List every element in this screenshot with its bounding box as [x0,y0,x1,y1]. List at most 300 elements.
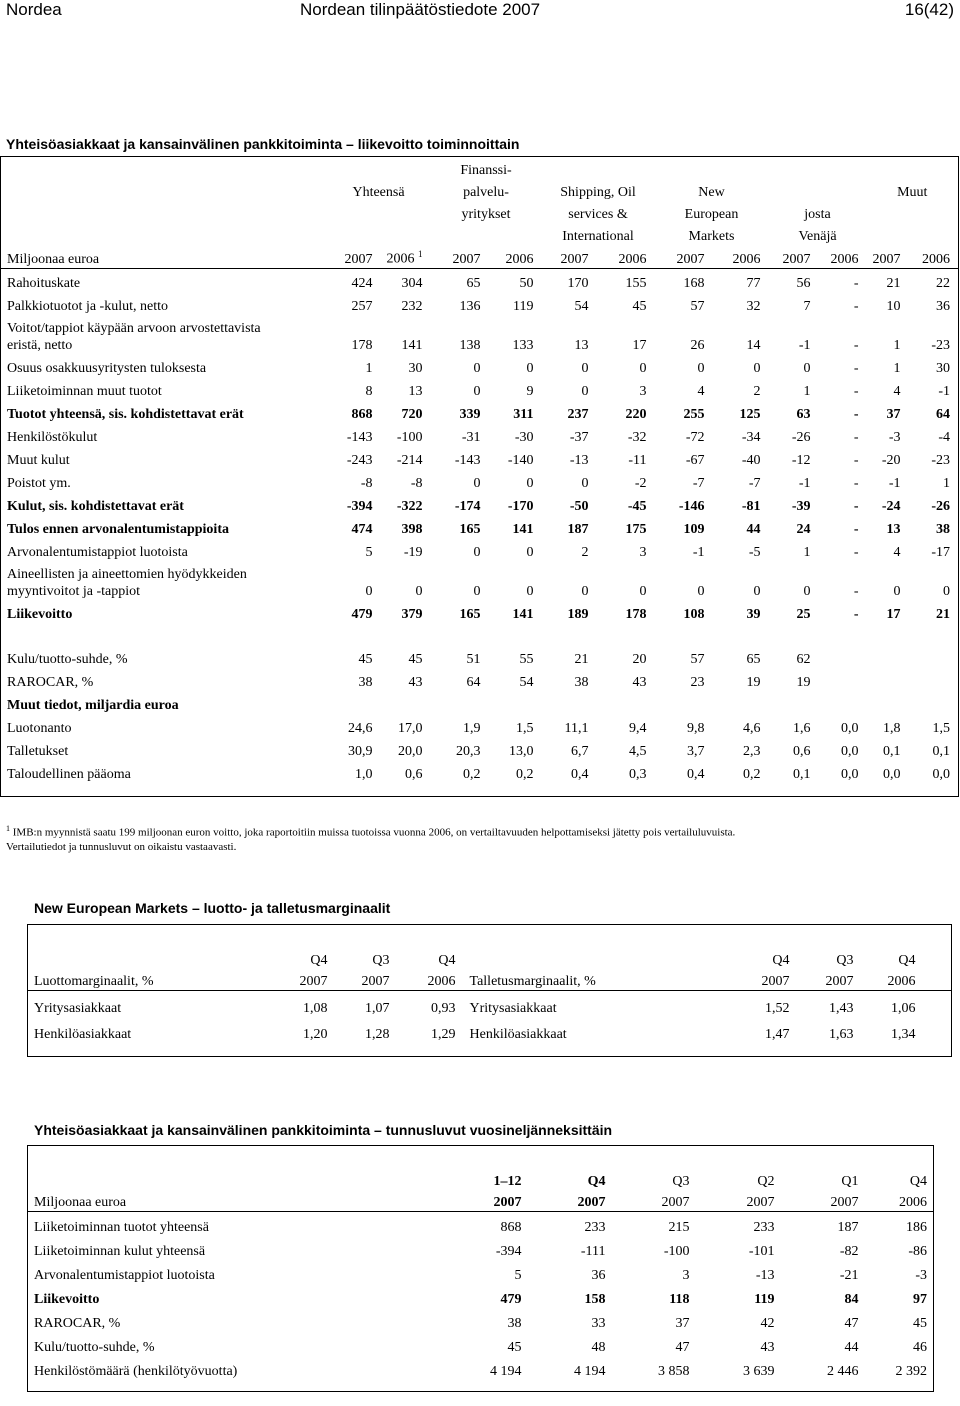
cell-value: -82 [839,1243,859,1259]
cell-value: -394 [495,1243,522,1259]
cell-value: 0 [526,583,534,599]
unit-label: Miljoonaa euroa [28,1190,358,1212]
cell-value: 0 [697,360,705,376]
cell-value: - [853,383,859,399]
table-row [1,645,959,668]
cell-value: 1 [803,544,811,560]
cell-value: -1 [938,383,950,399]
table-row [1,446,959,469]
cell-value: 1,06 [891,1000,916,1016]
cell-value: 54 [574,298,589,314]
cell-value: -17 [931,544,950,560]
table-row [1,377,959,400]
cell-value: -12 [791,452,811,468]
cell-value: 36 [591,1267,606,1283]
table-row [1,469,959,492]
cell-value: 1,07 [365,1000,390,1016]
table-row [1,354,959,377]
cell-value: 97 [913,1291,928,1307]
row-label: Arvonalentumistappiot luotoista [34,1267,215,1283]
cell-value: 3 [682,1267,690,1283]
cell-value: 3 [639,544,647,560]
group-shipping-line3: International [562,228,634,244]
quarter-header: 1–12 [493,1173,522,1189]
cell-value: 0,1 [793,766,811,782]
section1-title: Yhteisöasiakkaat ja kansainvälinen pankkitoiminta – liikevoitto toiminnoittain [6,136,520,152]
cell-value: 158 [584,1291,606,1307]
cell-value: 45 [358,651,373,667]
cell-value: - [853,498,859,514]
section3-title: Yhteisöasiakkaat ja kansainvälinen pankkitoiminta – tunnusluvut vuosineljänneksittäin [34,1122,613,1138]
cell-value: 1,5 [932,720,950,736]
year-header: 2007 [798,969,862,991]
cell-value: 38 [574,674,589,690]
cell-value: 2,3 [743,743,761,759]
year-header: 2006 $^1$ [381,245,431,269]
cell-value: 398 [401,521,423,537]
cell-value: 57 [690,651,705,667]
cell-value: 339 [459,406,481,422]
cell-value: 63 [796,406,811,422]
cell-value: 84 [844,1291,859,1307]
cell-value: 0 [581,360,589,376]
cell-value: - [853,452,859,468]
table-row [1,538,959,561]
cell-value: 233 [753,1219,775,1235]
cell-value: 21 [574,651,589,667]
header-document-title: Nordean tilinpäätöstiedote 2007 [300,0,541,19]
cell-value: 479 [500,1291,522,1307]
year-header: 2006 [909,245,959,269]
table-row [1,668,959,691]
row-label: Tulos ennen arvonalentumistappioita [7,521,229,537]
cell-value: 19 [796,674,811,690]
cell-value: 62 [796,651,811,667]
cell-value: -24 [881,498,901,514]
cell-value: 65 [746,651,761,667]
row-label: Kulu/tuotto-suhde, % [7,651,128,667]
cell-value: 220 [625,406,647,422]
cell-value: 26 [690,337,705,353]
row-label: Aineellisten ja aineettomien hyödykkeiden myyntivoitot ja -tappiot [7,566,247,599]
cell-value: 37 [886,406,901,422]
group-josta-line2: Venäjä [798,228,837,244]
cell-value: 0 [893,583,901,599]
cell-value: 25 [796,606,811,622]
cell-value: -20 [881,452,901,468]
cell-value: -1 [692,544,705,560]
footnote-mark: 1 [418,249,423,260]
header-company: Nordea [6,0,62,19]
table-row [1,315,959,354]
cell-value: 45 [913,1315,928,1331]
cell-value: 23 [690,674,705,690]
cell-value: 1,47 [765,1026,790,1042]
cell-value: 233 [584,1219,606,1235]
cell-value: 0 [473,475,481,491]
cell-value: 1,29 [431,1026,456,1042]
cell-value: 0 [581,475,589,491]
quarter-header: Q4 [310,952,328,968]
cell-value: 42 [760,1315,775,1331]
cell-value: 11,1 [564,720,589,736]
cell-value: 50 [519,275,534,291]
year-header: 2007 [769,245,819,269]
quarter-header: Q4 [438,952,456,968]
cell-value: 3 858 [658,1363,690,1379]
cell-value [819,691,867,714]
row-label: Kulut, sis. kohdistettavat erät [7,498,184,514]
cell-value: 0,93 [431,1000,456,1016]
cell-value: 45 [507,1339,522,1355]
cell-value [597,691,655,714]
cell-value: - [853,606,859,622]
cell-value: 165 [459,521,481,537]
cell-value: 237 [567,406,589,422]
cell-value: 37 [675,1315,690,1331]
cell-value: -2 [634,475,647,491]
cell-value: 1 [803,383,811,399]
cell-value: 215 [668,1219,690,1235]
cell-value [819,668,867,691]
year-header: 2006 [713,245,769,269]
cell-value: 1,52 [765,1000,790,1016]
row-label: Arvonalentumistappiot luotoista [7,544,188,560]
cell-value: -26 [791,429,811,445]
cell-value: 178 [625,606,647,622]
row-label: Talletukset [7,743,69,759]
year-header: 2007 [714,969,798,991]
cell-value: 0,0 [841,766,859,782]
row-label: Voitot/tappiot käypään arvoon arvostettavista eristä, netto [7,320,261,353]
cell-value: 136 [459,298,481,314]
year-header: 2006 [398,969,464,991]
table-row [28,1236,934,1260]
cell-value: 0,0 [883,766,901,782]
row-label: Liiketoiminnan kulut yhteensä [34,1243,206,1259]
cell-value: 868 [500,1219,522,1235]
cell-value: 141 [512,606,534,622]
table-row [1,691,959,714]
cell-value: 13 [408,383,423,399]
cell-value: -3 [915,1267,928,1283]
cell-value: 54 [519,674,534,690]
cell-value: 0 [473,360,481,376]
cell-value [769,691,819,714]
cell-value: 36 [936,298,950,314]
year-header: 2007 [358,1190,528,1212]
cell-value: -146 [678,498,705,514]
table-row [1,269,959,292]
loan-margins-title: Luottomarginaalit, % [28,969,276,991]
cell-value: 170 [567,275,589,291]
row-label: Liikevoitto [7,606,73,622]
cell-value: 0 [697,583,705,599]
row-label: Henkilöasiakkaat [34,1026,132,1042]
cell-value: 2 392 [895,1363,928,1379]
cell-value: -1 [888,475,901,491]
cell-value: -37 [569,429,589,445]
cell-value: 0 [473,544,481,560]
year-header: 2007 [276,969,336,991]
cell-value: 379 [401,606,423,622]
cell-value: -100 [663,1243,690,1259]
table-row [1,515,959,538]
margins-table [27,924,952,1057]
cell-value: -39 [791,498,811,514]
row-label: Yritysasiakkaat [34,1000,122,1016]
cell-value: 0 [639,360,647,376]
cell-value: -322 [396,498,423,514]
row-label: Osuus osakkuusyritysten tuloksesta [7,360,207,376]
cell-value: -31 [461,429,481,445]
cell-value: 38 [358,674,373,690]
cell-value: 0,2 [463,766,481,782]
cell-value: 1,6 [793,720,811,736]
cell-value: 0 [639,583,647,599]
year-header: 2006 [597,245,655,269]
cell-value: 141 [512,521,534,537]
footnote: $^1$ IMB:n myynnistä saatu 199 miljoonan euron voitto, joka raportoitiin muissa tuotoissa vuonna 2006, on vertailtavuuden helpottamiseksi jätetty pois vertailuluvuista. Vertailutiedot ja tunnusluvut on oikaistu vastaavasti. [6,824,736,853]
cell-value: - [853,521,859,537]
cell-value: - [853,360,859,376]
year-header: 2007 [612,1190,696,1212]
year-header: 2007 [867,245,909,269]
cell-value: 13,0 [509,743,534,759]
table-row [28,1284,934,1308]
cell-value: 30 [408,360,423,376]
row-label: Henkilöasiakkaat [469,1026,567,1042]
cell-value: 43 [760,1339,775,1355]
cell-value: -1 [798,337,811,353]
table-row [1,737,959,760]
row-label: Poistot ym. [7,475,71,491]
year-header: 2006 [489,245,542,269]
cell-value: 45 [632,298,647,314]
cell-value: 13 [886,521,901,537]
row-label: Taloudellinen pääoma [7,766,131,782]
cell-value: 32 [746,298,761,314]
cell-value: 1,63 [829,1026,854,1042]
cell-value: 77 [746,275,761,291]
group-shipping-line2: services & [568,206,628,222]
group-nem-line3: Markets [688,228,735,244]
cell-value: 24 [796,521,811,537]
row-label: Henkilöstökulut [7,429,98,445]
group-finanssi-line1: Finanssi- [460,162,512,178]
cell-value [909,645,959,668]
cell-value: -34 [741,429,761,445]
cell-value: - [853,406,859,422]
cell-value: -111 [580,1243,606,1259]
cell-value: 0,2 [516,766,534,782]
cell-value: 64 [466,674,481,690]
cell-value: 38 [936,521,950,537]
cell-value: 30 [936,360,950,376]
cell-value: -21 [839,1267,859,1283]
cell-value: 186 [906,1219,928,1235]
cell-value: 187 [567,521,589,537]
cell-value: -8 [410,475,423,491]
cell-value: 7 [803,298,811,314]
group-finanssi-line3: yritykset [461,206,511,222]
cell-value: -72 [685,429,705,445]
cell-value: 4,6 [743,720,761,736]
cell-value [381,691,431,714]
cell-value [909,668,959,691]
cell-value: 0,1 [932,743,950,759]
table-row [28,1308,934,1332]
cell-value: 2 [753,383,761,399]
row-label: Liiketoiminnan tuotot yhteensä [34,1219,209,1235]
cell-value: 57 [690,298,705,314]
cell-value: 1,43 [829,1000,854,1016]
cell-value: -13 [569,452,589,468]
cell-value: -214 [396,452,423,468]
group-muut: Muut [897,184,928,200]
cell-value: -243 [346,452,373,468]
cell-value: 187 [837,1219,859,1235]
cell-value [819,645,867,668]
cell-value: 33 [591,1315,606,1331]
cell-value: - [853,544,859,560]
cell-value: 868 [351,406,373,422]
cell-value: -170 [507,498,534,514]
cell-value: 0 [581,383,589,399]
cell-value: 119 [754,1291,775,1307]
group-shipping-line1: Shipping, Oil [560,184,636,200]
cell-value: -101 [748,1243,775,1259]
table-row [28,1212,934,1236]
cell-value: 44 [844,1339,859,1355]
cell-value: - [853,475,859,491]
cell-value: -45 [627,498,647,514]
cell-value: -8 [360,475,373,491]
cell-value: -7 [692,475,705,491]
table-row [28,1356,934,1380]
quarter-header: Q2 [757,1173,775,1189]
cell-value: -23 [931,337,950,353]
row-label: Yritysasiakkaat [469,1000,557,1016]
cell-value: - [853,429,859,445]
cell-value: -3 [888,429,901,445]
year-header: 2007 [696,1190,781,1212]
cell-value: 17 [886,606,901,622]
cell-value: -13 [755,1267,775,1283]
cell-value: 51 [466,651,481,667]
cell-value: 9,8 [687,720,705,736]
row-label: Muut tiedot, miljardia euroa [7,697,179,713]
cell-value: 0 [526,360,534,376]
cell-value: 20,0 [398,743,423,759]
cell-value [489,691,542,714]
table-row [1,760,959,783]
cell-value: 20,3 [456,743,481,759]
cell-value: 4 [893,383,901,399]
cell-value: -11 [628,452,647,468]
cell-value: - [853,275,859,291]
cell-value: 1,34 [891,1026,916,1042]
cell-value: 1 [893,337,901,353]
group-nem-line2: European [684,206,739,222]
cell-value: 189 [567,606,589,622]
cell-value: 10 [886,298,901,314]
row-label: Kulu/tuotto-suhde, % [34,1339,155,1355]
cell-value: 133 [512,337,534,353]
cell-value: -40 [741,452,761,468]
year-header: 2007 [542,245,597,269]
cell-value: 0,3 [629,766,647,782]
cell-value: 0 [473,383,481,399]
deposit-margins-title: Talletusmarginaalit, % [464,969,714,991]
cell-value: -140 [507,452,534,468]
cell-value: 47 [675,1339,690,1355]
cell-value: 1 [893,360,901,376]
unit-label: Miljoonaa euroa [1,245,327,269]
cell-value: 1,28 [365,1026,390,1042]
cell-value [867,691,909,714]
row-label: RAROCAR, % [34,1315,121,1331]
cell-value: 43 [632,674,647,690]
cell-value: 118 [669,1291,690,1307]
cell-value: -50 [569,498,589,514]
quarter-header: Q1 [841,1173,859,1189]
table-row [28,1332,934,1356]
cell-value: 479 [351,606,373,622]
cell-value: 3,7 [687,743,705,759]
year-header: 2007 [327,245,381,269]
table-row [1,292,959,315]
table-row [28,1017,952,1043]
cell-value: -86 [908,1243,928,1259]
cell-value: 257 [351,298,373,314]
cell-value: 38 [507,1315,522,1331]
row-label: Luotonanto [7,720,72,736]
cell-value: 44 [746,521,761,537]
cell-value: 232 [401,298,423,314]
cell-value: 2 446 [827,1363,859,1379]
cell-value: 48 [591,1339,606,1355]
table-row [1,492,959,515]
cell-value: 0,6 [793,743,811,759]
cell-value: 0 [753,360,761,376]
section2-title: New European Markets – luotto- ja talletusmarginaalit [34,900,391,916]
cell-value: 24,6 [348,720,373,736]
cell-value: 0 [415,583,423,599]
quarter-header: Q3 [672,1173,690,1189]
cell-value: 47 [844,1315,859,1331]
cell-value: 14 [746,337,761,353]
cell-value: -81 [741,498,761,514]
cell-value [327,691,381,714]
cell-value: 0 [473,583,481,599]
cell-value: 46 [913,1339,928,1355]
quarter-header: Q4 [772,952,790,968]
cell-value: 22 [936,275,950,291]
cell-value: 20 [632,651,647,667]
table-row [1,400,959,423]
cell-value: 1,8 [883,720,901,736]
cell-value: -143 [346,429,373,445]
row-label: Henkilöstömäärä (henkilötyövuotta) [34,1363,238,1379]
row-label: Palkkiotuotot ja -kulut, netto [7,298,168,314]
quarter-header: Q4 [898,952,916,968]
cell-value: -7 [748,475,761,491]
cell-value: 2 [581,544,589,560]
cell-value: 119 [513,298,534,314]
cell-value: 0,4 [571,766,589,782]
year-header: 2006 [819,245,867,269]
